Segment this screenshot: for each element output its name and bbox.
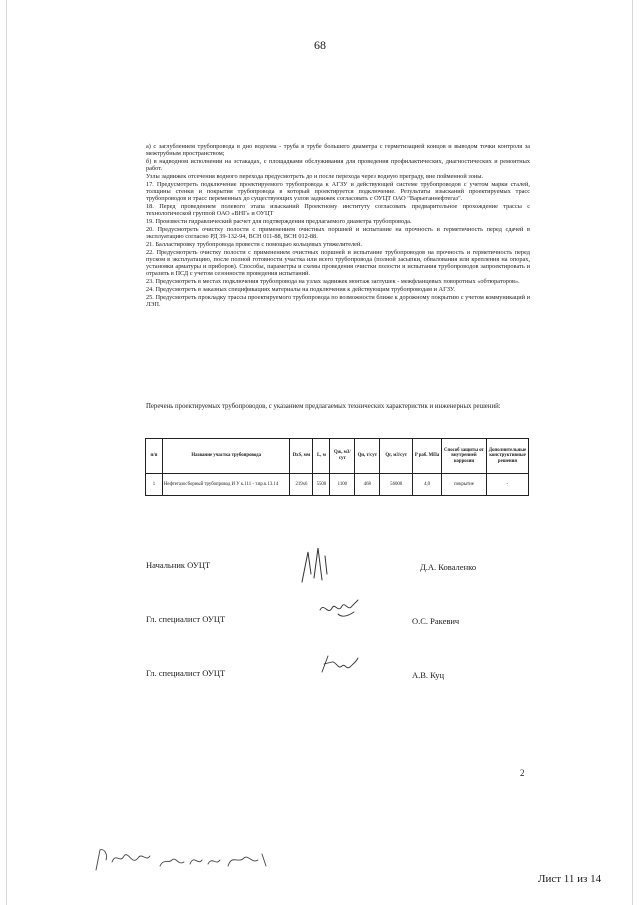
scan-edge-left: [6, 0, 7, 905]
table-cell: 5500: [313, 474, 330, 496]
table-header: Qн, т/сут: [355, 439, 380, 474]
paragraph: 23. Предусмотреть в местах подключения трубопровода на узлах задвижек монтаж заглушек - межфланцевых поворотных «обтюраторов».: [146, 278, 520, 285]
signatory-name: А.В. Куц: [412, 670, 445, 680]
signatory-name: Д.А. Коваленко: [420, 562, 477, 572]
paragraph: 24. Предусмотреть в заказных спецификациях материалы на подключения к действующим трубопроводам и АГЗУ.: [146, 285, 455, 293]
paragraph: б) в надводном исполнении на эстакадах, с площадками обслуживания для проведения профилактических, диагностических и ремонтных работ.: [146, 158, 530, 173]
table-header: Дополнительные конструктивные решения: [486, 439, 528, 474]
table-cell: 1: [146, 474, 163, 496]
table-header: Qг, м3/сут: [380, 439, 413, 474]
table-header: L, м: [313, 439, 330, 474]
table-header: P раб. МПа: [413, 439, 442, 474]
table-cell: 4,0: [413, 474, 442, 496]
sheet-indicator: Лист 11 из 14: [538, 873, 602, 885]
handwritten-note: [90, 840, 290, 880]
table-header: Способ защиты от внутренней коррозии: [442, 439, 487, 474]
signatory-title: Гл. специалист ОУЦТ: [146, 668, 226, 678]
pipeline-list-intro: Перечень проектируемых трубопроводов, с указанием предлагаемых технических характеристик и инженерных решений:: [146, 403, 501, 410]
table-row: [146, 474, 529, 496]
signatory-name: О.С. Ракевич: [412, 616, 460, 626]
signature-kuts: [318, 652, 364, 676]
table-cell: покрытие: [442, 474, 487, 496]
page-number: 68: [314, 38, 326, 52]
scan-edge-right: [632, 0, 633, 905]
paragraph: Узлы задвижек отсечения водного перехода предусмотреть до и после перехода через водную преграду, вне пойменной зоны.: [146, 173, 484, 180]
footer-number: 2: [520, 768, 525, 778]
paragraph: 21. Балластировку трубопровода провести с помощью кольцевых утяжелителей.: [146, 240, 362, 248]
signature-kovalenko: [296, 544, 336, 586]
table-cell: 468: [355, 474, 380, 496]
table-header: Название участка трубопровода: [162, 439, 290, 474]
paragraph: 18. Перед проведением полевого этапа изысканий Проектному институту согласовать предварительное прохождение трассы с технологической группой ОАО «ВНГ» и ОУЦТ: [146, 203, 530, 218]
paragraph: 20. Предусмотреть очистку полости с применением очистных поршней и испытание на прочность и герметичность перед сдачей в эксплуатацию согласно РД 39-132-94, ВСН 011-88, ВСН 012-88.: [146, 225, 530, 240]
table-cell: Нефтегазосборный трубопровод И У к.111 - т.вр.к.13.14: [162, 474, 290, 496]
signatory-title: Начальник ОУЦТ: [146, 560, 211, 570]
paragraph: 25. Предусмотреть прокладку трассы проектируемого трубопровода по возможности ближе к дорожному покрытию с учетом коммуникаций и ЛЭП.: [146, 293, 530, 308]
pipeline-table: [145, 438, 529, 496]
table-cell: 219х6: [290, 474, 313, 496]
table-cell: -: [486, 474, 528, 496]
table-header-row: [146, 439, 529, 474]
table-header: Qж, м3/сут: [330, 439, 355, 474]
paragraph: а) с заглублением трубопровода в дно водоема - труба в трубе большего диаметра с герметизацией концов и выводом точки контроля за межтрубным пространством;: [146, 143, 530, 158]
table-cell: 1100: [330, 474, 355, 496]
signature-rakevich: [318, 598, 362, 620]
table-header: п/п: [146, 439, 163, 474]
paragraph: 22. Предусмотреть очистку полости с применением очистных поршней и испытание трубопроводов на прочность и герметичность перед пуском в эксплуатацию, после полной готовности участка или всего трубопровода (полной засыпки, обвалования или крепления на опорах, установки арматуры и приборов). Способы, параметры и схемы проведения очистки полости и испытания трубопроводов запроектировать и отразить в ПСД с учетом сезонности проведения испытаний.: [146, 248, 530, 278]
paragraph: 17. Предусмотреть подключение проектируемого трубопровода к АГЗУ и действующей системе трубопроводов с учетом марки сталей, толщины стенки и покрытия трубопровода в который проектируется подключение. Результаты изысканий проектируемых трасс трубопроводов и трасс переменных до существующих узлов задвижек согласовать с ОУЦТ ОАО "Варьеганнефтегаз".: [146, 180, 530, 203]
requirements-text: [146, 143, 530, 309]
table-header: DxS, мм: [290, 439, 313, 474]
table-cell: 56000: [380, 474, 413, 496]
signatory-title: Гл. специалист ОУЦТ: [146, 614, 226, 624]
paragraph: 19. Произвести гидравлический расчет для подтверждения предлагаемого диаметра трубопровода.: [146, 218, 412, 225]
